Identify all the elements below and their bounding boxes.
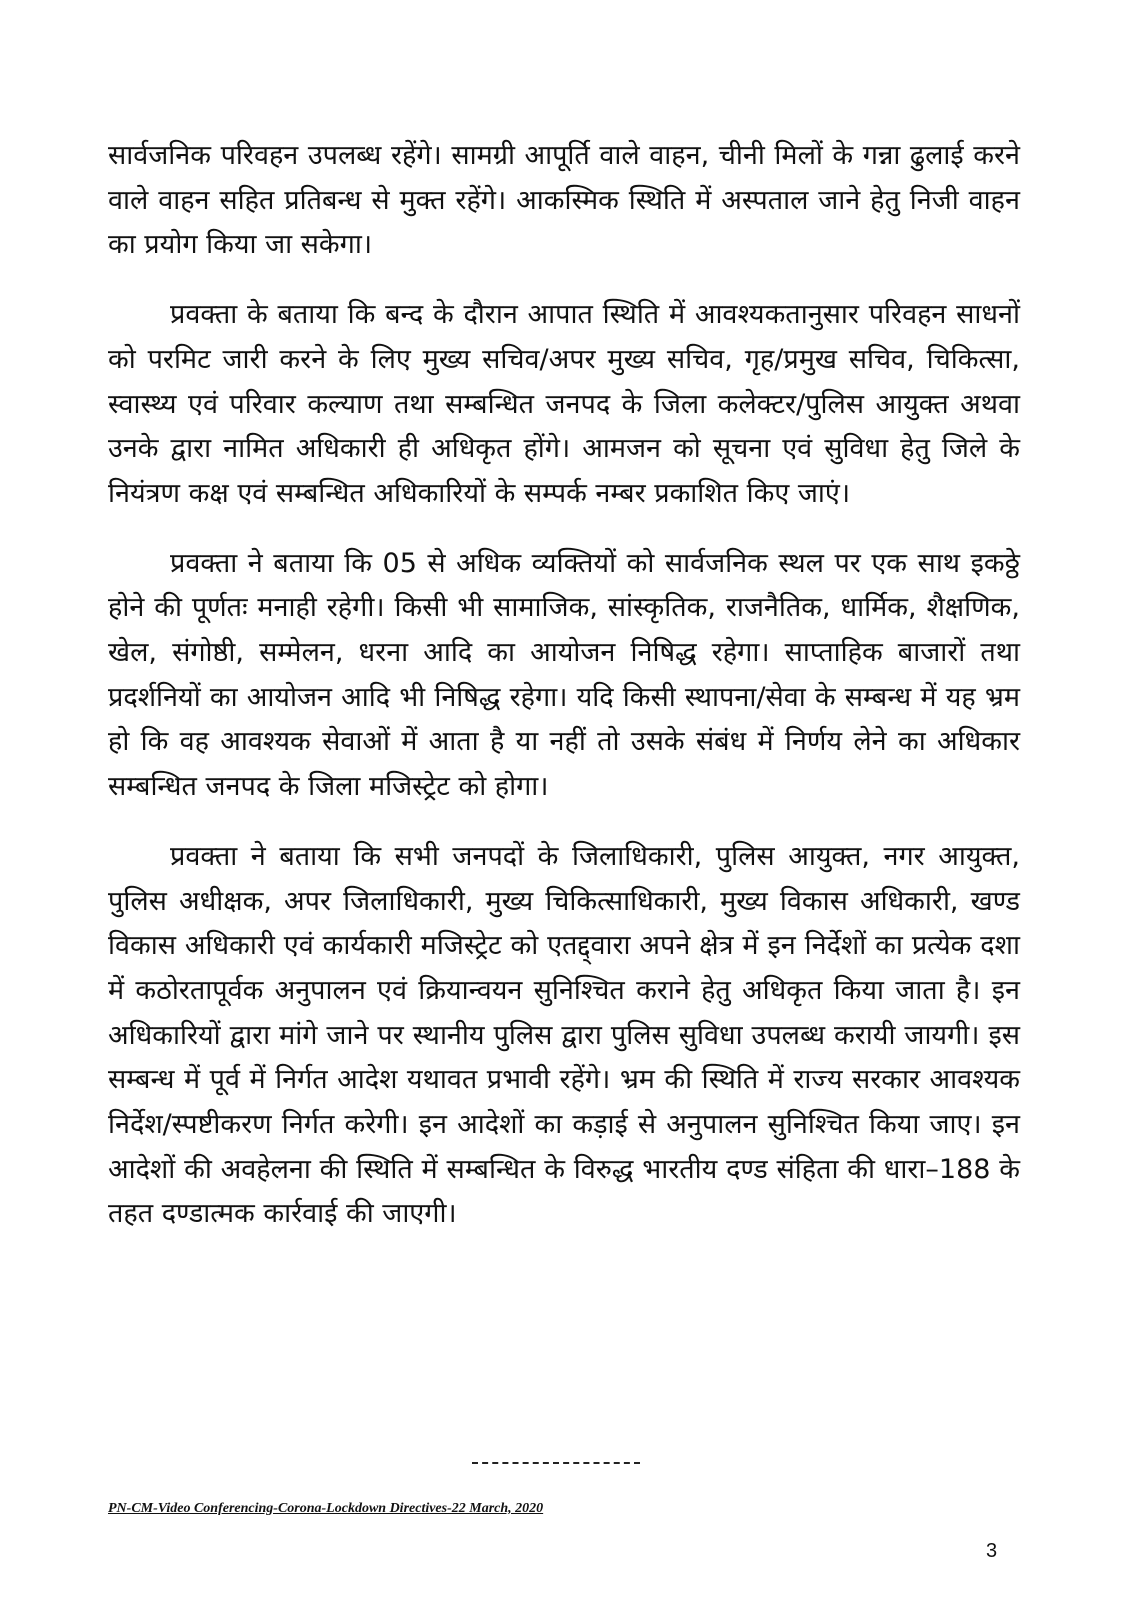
paragraph-public-transport: सार्वजनिक परिवहन उपलब्ध रहेंगे। सामग्री आपूर्ति वाले वाहन, चीनी मिलों के गन्ना ढुलाई करने वाले वाहन सहित प्रतिबन्ध से मुक्त रहेंगे। आकस्मिक स्थिति में अस्पताल जाने हेतु निजी वाहन का प्रयोग किया जा सकेगा।	[108, 140, 1020, 261]
paragraph-gathering-ban: प्रवक्ता ने बताया कि 05 से अधिक व्यक्तियों को सार्वजनिक स्थल पर एक साथ इकठ्ठे होने की पूर्णतः मनाही रहेगी। किसी भी सामाजिक, सांस्कृतिक, राजनैतिक, धार्मिक, शैक्षणिक, खेल, संगोष्ठी, सम्मेलन, धरना आदि का आयोजन निषिद्ध रहेगा। साप्ताहिक बाजारों तथा प्रदर्शनियों का आयोजन आदि भी निषिद्ध रहेगा। यदि किसी स्थापना/सेवा के सम्बन्ध में यह भ्रम हो कि वह आवश्यक सेवाओं में आता है या नहीं तो उसके संबंध में निर्णय लेने का अधिकार सम्बन्धित जनपद के जिला मजिस्ट्रेट को होगा।	[108, 547, 1020, 803]
footer-reference: PN-CM-Video Conferencing-Corona-Lockdown Directives-22 March, 2020	[108, 1501, 544, 1516]
page-number: 3	[986, 1540, 998, 1562]
end-of-text-divider	[472, 1462, 640, 1464]
document-body	[108, 134, 1020, 1262]
paragraph-transport-permits: प्रवक्ता के बताया कि बन्द के दौरान आपात स्थिति में आवश्यकतानुसार परिवहन साधनों को परमिट जारी करने के लिए मुख्य सचिव/अपर मुख्य सचिव, गृह/प्रमुख सचिव, चिकित्सा, स्वास्थ्य एवं परिवार कल्याण तथा सम्बन्धित जनपद के जिला कलेक्टर/पुलिस आयुक्त अथवा उनके द्वारा नामित अधिकारी ही अधिकृत होंगे। आमजन को सूचना एवं सुविधा हेतु जिले के नियंत्रण कक्ष एवं सम्बन्धित अधिकारियों के सम्पर्क नम्बर प्रकाशित किए जाएं।	[108, 299, 1020, 509]
paragraph-enforcement-authority: प्रवक्ता ने बताया कि सभी जनपदों के जिलाधिकारी, पुलिस आयुक्त, नगर आयुक्त, पुलिस अधीक्षक, अपर जिलाधिकारी, मुख्य चिकित्साधिकारी, मुख्य विकास अधिकारी, खण्ड विकास अधिकारी एवं कार्यकारी मजिस्ट्रेट को एतद्द्वारा अपने क्षेत्र में इन निर्देशों का प्रत्येक दशा में कठोरतापूर्वक अनुपालन एवं क्रियान्वयन सुनिश्चित कराने हेतु अधिकृत किया जाता है। इन अधिकारियों द्वारा मांगे जाने पर स्थानीय पुलिस द्वारा पुलिस सुविधा उपलब्ध करायी जायगी। इस सम्बन्ध में पूर्व में निर्गत आदेश यथावत प्रभावी रहेंगे। भ्रम की स्थिति में राज्य सरकार आवश्यक निर्देश/स्पष्टीकरण निर्गत करेगी। इन आदेशों का कड़ाई से अनुपालन सुनिश्चित किया जाए। इन आदेशों की अवहेलना की स्थिति में सम्बन्धित के विरुद्ध भारतीय दण्ड संहिता की धारा–188 के तहत दण्डात्मक कार्रवाई की जाएगी।	[108, 840, 1020, 1230]
